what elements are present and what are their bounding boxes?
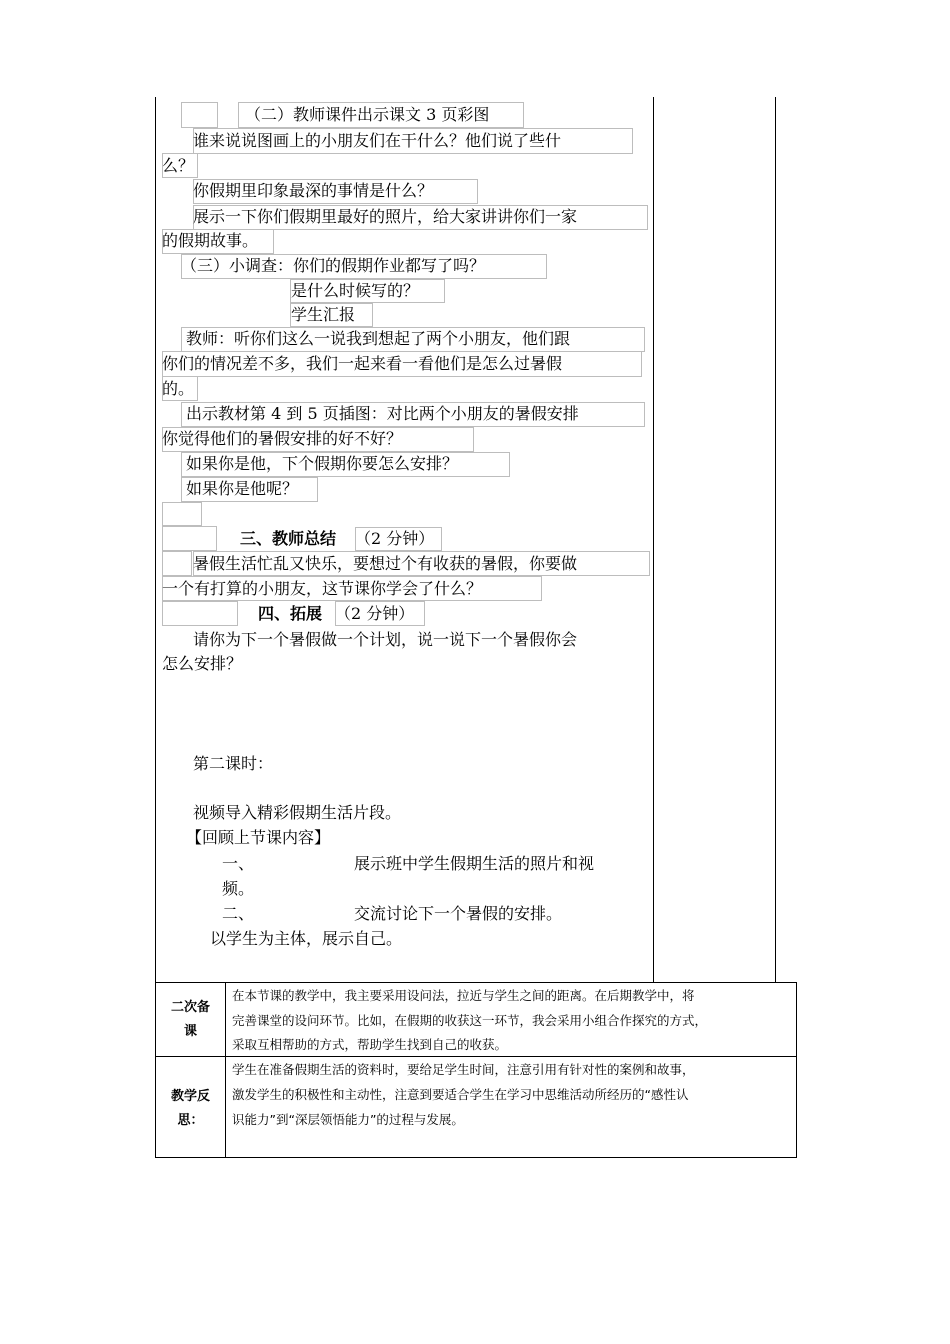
- lesson-line: 出示教材第 4 到 5 页插图：对比两个小朋友的暑假安排: [186, 404, 579, 423]
- lesson-line: 请你为下一个暑假做一个计划，说一说下一个暑假你会: [193, 630, 578, 649]
- lesson-line: 以学生为主体，展示自己。: [210, 929, 403, 948]
- lesson-line: 怎么安排？: [162, 654, 243, 673]
- lesson-line: 么？: [162, 156, 195, 175]
- notes-text: 激发学生的积极性和主动性，注意到要适合学生在学习中思维活动所经历的“感性认: [232, 1087, 689, 1102]
- list-number: 二、: [222, 904, 255, 923]
- lesson-line: 视频导入精彩假期生活片段。: [193, 803, 402, 822]
- list-number: 一、: [222, 854, 255, 873]
- section-time: （2 分钟）: [355, 529, 435, 548]
- table-border-left: [155, 97, 156, 982]
- lesson-line: （二）教师课件出示课文 3 页彩图: [245, 105, 490, 124]
- frame: [162, 551, 192, 576]
- lesson-line: 【回顾上节课内容】: [186, 828, 331, 847]
- table-border-mid: [653, 97, 654, 982]
- section-time: （2 分钟）: [335, 604, 415, 623]
- label-line: 课: [183, 1024, 197, 1039]
- lesson-line: 你假期里印象最深的事情是什么？: [193, 181, 434, 200]
- lesson-line: 展示一下你们假期里最好的照片，给大家讲讲你们一家: [193, 207, 578, 226]
- notes-text: 学生在准备假期生活的资料时，要给足学生时间，注意引用有针对性的案例和故事，: [232, 1062, 695, 1077]
- lesson-line: 是什么时候写的？: [291, 281, 420, 300]
- lesson-line: 暑假生活忙乱又快乐，要想过个有收获的暑假，你要做: [193, 554, 578, 573]
- frame: [162, 601, 238, 626]
- label-line: 二次备: [170, 1000, 210, 1015]
- table-border-right: [775, 97, 776, 982]
- section-heading: 三、教师总结: [240, 529, 337, 548]
- lesson-line: 学生汇报: [291, 305, 356, 324]
- list-text: 展示班中学生假期生活的照片和视: [354, 854, 595, 873]
- lesson-line: 的。: [162, 379, 195, 398]
- notes-text: 完善课堂的设问环节。比如，在假期的收获这一环节，我会采用小组合作探究的方式，: [232, 1013, 708, 1028]
- section-heading: 四、拓展: [258, 604, 323, 623]
- notes-table-right: [796, 982, 797, 1158]
- list-text: 交流讨论下一个暑假的安排。: [354, 904, 563, 923]
- notes-text: 识能力”到“深层领悟能力”的过程与发展。: [232, 1112, 464, 1127]
- notes-table-col: [225, 982, 226, 1158]
- list-text: 频。: [222, 879, 255, 898]
- frame: [162, 502, 202, 526]
- notes-row-label: [156, 996, 225, 1044]
- label-line: 思：: [177, 1113, 204, 1128]
- lesson-line: 一个有打算的小朋友，这节课你学会了什么？: [162, 579, 483, 598]
- lesson-line: 你觉得他们的暑假安排的好不好？: [162, 429, 403, 448]
- lesson-line: 第二课时：: [193, 754, 274, 773]
- lesson-line: 教师：听你们这么一说我到想起了两个小朋友，他们跟: [186, 329, 571, 348]
- lesson-line: （三）小调查：你们的假期作业都写了吗？: [181, 256, 486, 275]
- lesson-line: 如果你是他，下个假期你要怎么安排？: [186, 454, 459, 473]
- notes-text: 采取互相帮助的方式，帮助学生找到自己的收获。: [232, 1037, 508, 1052]
- notes-row-label: [156, 1085, 225, 1133]
- label-line: 教学反: [170, 1089, 210, 1104]
- lesson-line: 的假期故事。: [162, 231, 259, 250]
- lesson-line: 谁来说说图画上的小朋友们在干什么？他们说了些什: [193, 131, 562, 150]
- notes-table-top: [155, 982, 797, 983]
- notes-table-bottom: [155, 1157, 797, 1158]
- frame: [181, 102, 218, 128]
- lesson-line: 如果你是他呢？: [186, 479, 299, 498]
- notes-text: 在本节课的教学中，我主要采用设问法，拉近与学生之间的距离。在后期教学中，将: [232, 988, 695, 1003]
- lesson-line: 你们的情况差不多，我们一起来看一看他们是怎么过暑假: [162, 354, 563, 373]
- frame: [162, 526, 217, 551]
